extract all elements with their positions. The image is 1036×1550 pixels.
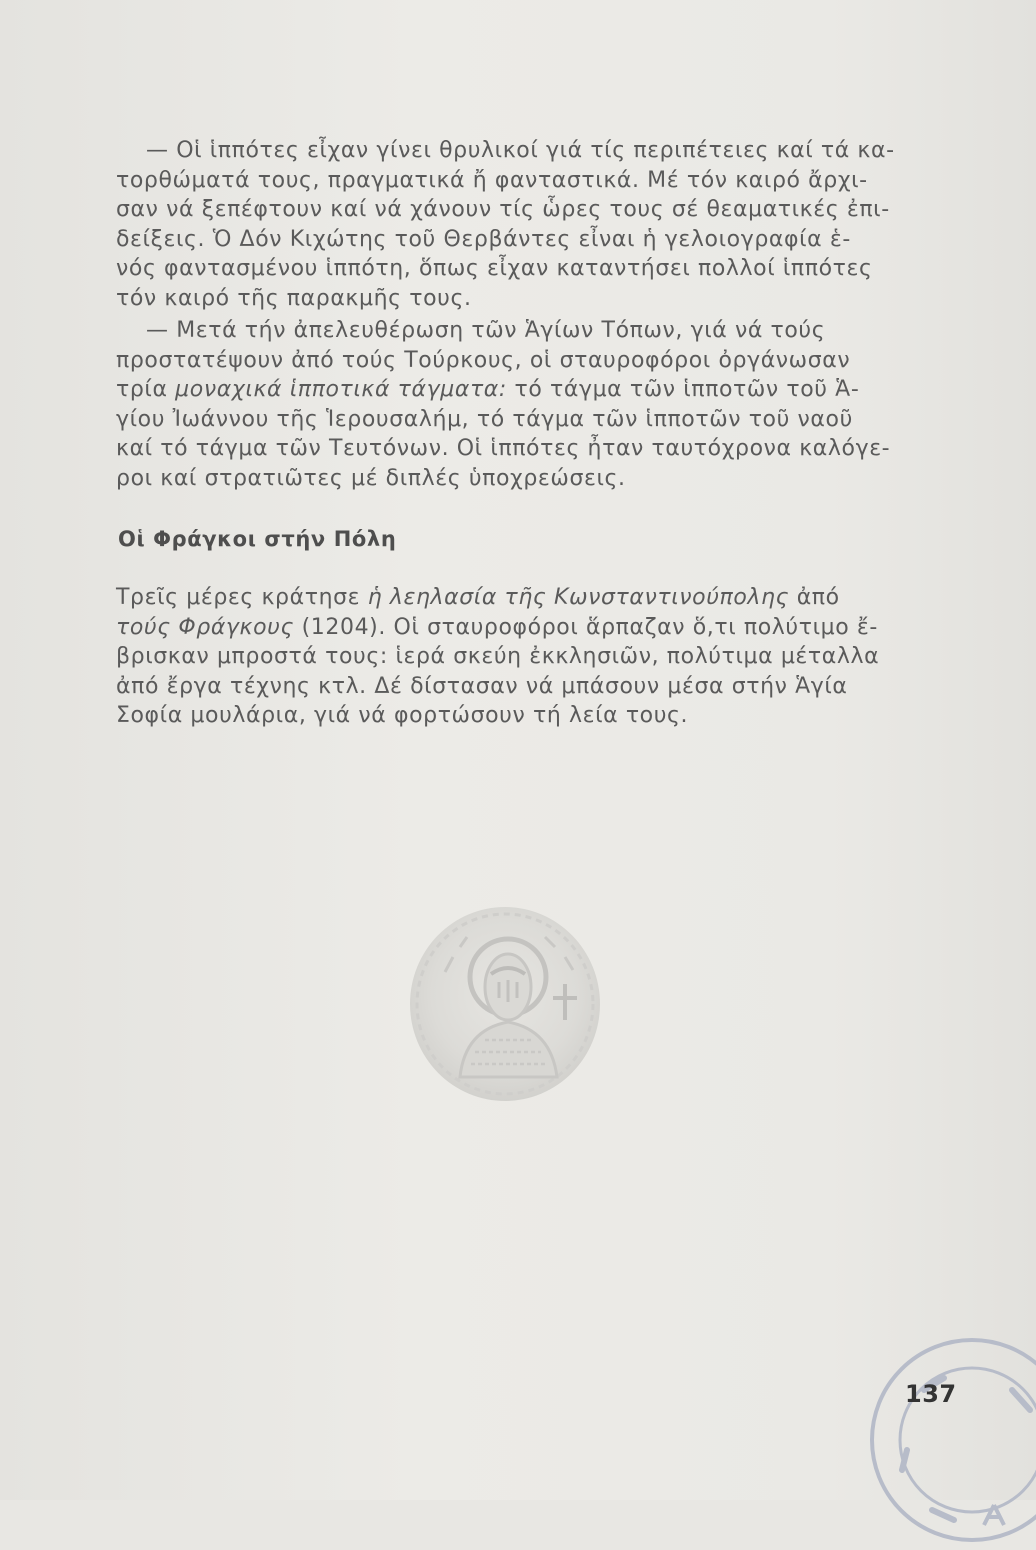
text-segment: τό τάγμα τῶν ἱπποτῶν τοῦ Ἁ- bbox=[506, 377, 860, 402]
text-line: βρισκαν μπροστά τους: ἱερά σκεύη ἐκκλησιῶν, πολύτιμα μέταλλα bbox=[116, 644, 880, 669]
byzantine-coin-icon bbox=[405, 902, 605, 1102]
text-line: — Οἱ ἱππότες εἶχαν γίνει θρυλικοί γιά τίς περιπέτειες καί τά κα- bbox=[146, 138, 895, 163]
text-line: ἀπό ἔργα τέχνης κτλ. Δέ δίστασαν νά μπάσουν μέσα στήν Ἁγία bbox=[116, 673, 848, 699]
text-segment: ἀπό bbox=[789, 585, 840, 610]
text-segment: τρία bbox=[116, 377, 176, 402]
text-line: Σοφία μουλάρια, γιά νά φορτώσουν τή λεία τους. bbox=[116, 703, 689, 728]
text-line bbox=[116, 613, 906, 643]
text-line: νός φαντασμένου ἱππότη, ὅπως εἶχαν καταντήσει πολλοί ἱππότες bbox=[116, 256, 873, 281]
text-line bbox=[116, 375, 906, 405]
text-line bbox=[116, 583, 906, 613]
italic-term: μοναχικά ἱπποτικά τάγματα: bbox=[175, 377, 507, 402]
text-line: καί τό τάγμα τῶν Τευτόνων. Οἱ ἱππότες ἦταν ταυτόχρονα καλόγε- bbox=[116, 436, 891, 461]
text-line: προστατέψουν ἀπό τούς Τούρκους, οἱ σταυροφόροι ὀργάνωσαν bbox=[116, 347, 851, 373]
paragraph-monastic-orders bbox=[116, 316, 906, 493]
paragraph-sack-of-constantinople bbox=[116, 583, 906, 731]
text-line: — Μετά τήν ἀπελευθέρωση τῶν Ἁγίων Τόπων, γιά νά τούς bbox=[146, 318, 826, 343]
section-heading: Οἱ Φράγκοι στήν Πόλη bbox=[118, 527, 397, 551]
text-line: τόν καιρό τῆς παρακμῆς τους. bbox=[116, 285, 472, 311]
text-line: δείξεις. Ὁ Δόν Κιχώτης τοῦ Θερβάντες εἶναι ἡ γελοιογραφία ἑ- bbox=[116, 226, 851, 252]
library-stamp-icon bbox=[862, 1330, 1036, 1550]
text-line: τορθώματά τους, πραγματικά ἤ φανταστικά. Μέ τόν καιρό ἄρχι- bbox=[116, 167, 868, 193]
paragraph-knights-legend bbox=[116, 136, 906, 313]
text-line: σαν νά ξεπέφτουν καί νά χάνουν τίς ὧρες τους σέ θεαματικές ἐπι- bbox=[116, 197, 890, 222]
page-number: 137 bbox=[905, 1380, 957, 1408]
text-segment: (1204). Οἱ σταυροφόροι ἅρπαζαν ὅ,τι πολύτιμο ἔ- bbox=[294, 614, 878, 640]
text-line: γίου Ἰωάννου τῆς Ἱερουσαλήμ, τό τάγμα τῶν ἱπποτῶν τοῦ ναοῦ bbox=[116, 406, 853, 432]
text-line: ροι καί στρατιῶτες μέ διπλές ὑποχρεώσεις. bbox=[116, 465, 626, 491]
text-segment: Τρεῖς μέρες κράτησε bbox=[116, 585, 368, 610]
italic-term: ἡ λεηλασία τῆς Κωνσταντινούπολης bbox=[367, 585, 790, 610]
italic-term: τούς Φράγκους bbox=[116, 614, 295, 640]
